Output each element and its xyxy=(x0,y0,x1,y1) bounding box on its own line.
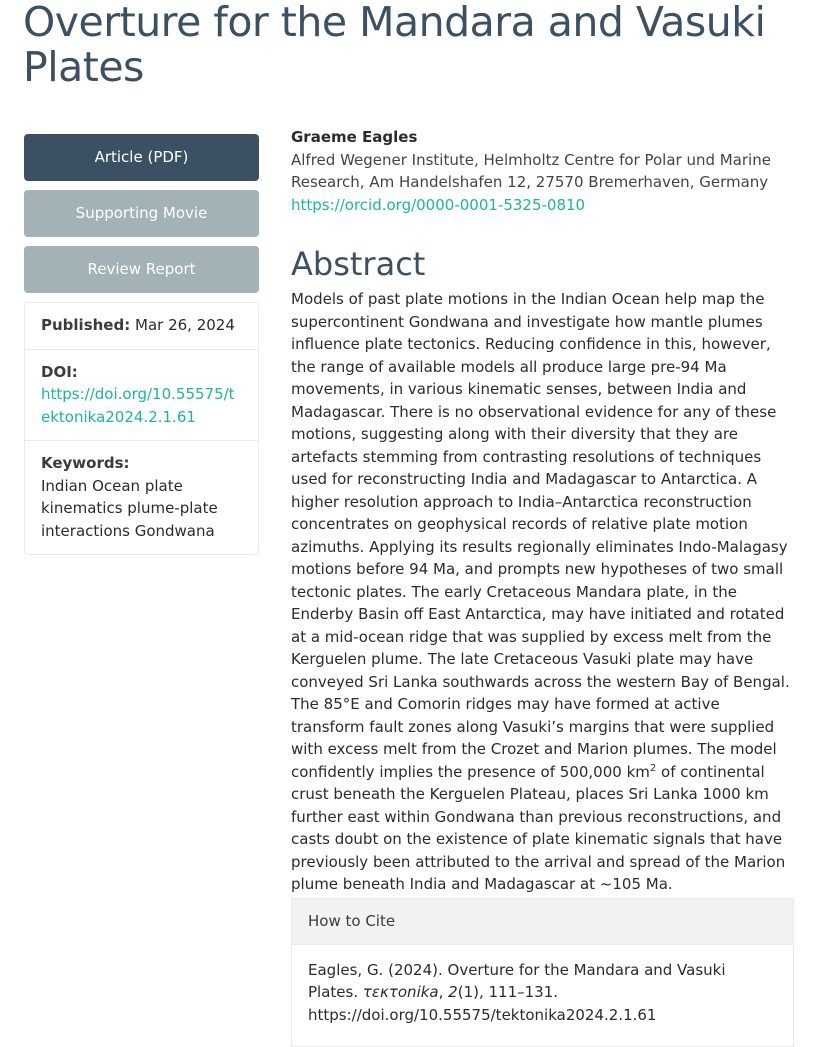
doi-label: DOI: xyxy=(41,361,242,384)
superscript: 2 xyxy=(650,763,656,774)
page-title: Overture for the Mandara and Vasuki Plates xyxy=(23,0,793,90)
citation-comma: , xyxy=(439,983,449,1001)
published-label: Published: xyxy=(41,316,130,334)
sidebar xyxy=(24,134,259,555)
keywords-label: Keywords: xyxy=(41,452,242,475)
abstract-heading: Abstract xyxy=(291,244,794,284)
review-report-button[interactable]: Review Report xyxy=(24,246,259,293)
keywords-list: Indian Ocean plate kinematics plume-plate interactions Gondwana xyxy=(41,475,242,543)
article-pdf-button[interactable]: Article (PDF) xyxy=(24,134,259,181)
main-content xyxy=(291,126,794,1047)
supporting-movie-button[interactable]: Supporting Movie xyxy=(24,190,259,237)
published-section xyxy=(25,303,258,350)
abstract-text-part1: Models of past plate motions in the Indian Ocean help map the supercontinent Gondwana and investigate how mantle plumes influence plate tectonics. Reducing confidence in this, however, the range of available models all produce large pre-94 Ma movements, in various kinematic senses, between India and Madagascar. There is no observational evidence for any of these motions, suggesting along with their diversity that they are artefacts stemming from contrasting resolutions of techniques used for reconstructing India and Madagascar to Antarctica. A higher resolution approach to India–Antarctica reconstruction concentrates on geophysical records of relative plate motion azimuths. Applying its results regionally eliminates Indo-Malagasy motions before 94 Ma, and prompts new hypotheses of two small tectonic plates. The early Cretaceous Mandara plate, in the Enderby Basin off East Antarctica, may have initiated and rotated at a mid-ocean ridge that was supplied by excess melt from the Kerguelen plume. The late Cretaceous Vasuki plate may have conveyed Sri Lanka southwards across the western Bay of Bengal. The 85°E and Comorin ridges may have formed at active transform fault zones along Vasuki’s margins that were supplied with excess melt from the Crozet and Marion plumes. The model confidently implies the presence of 500,000 km xyxy=(291,290,790,781)
author-affiliation: Alfred Wegener Institute, Helmholtz Centre for Polar und Marine Research, Am Handelshafen 12, 27570 Bremerhaven, Germany xyxy=(291,149,794,194)
orcid-link[interactable]: https://orcid.org/0000-0001-5325-0810 xyxy=(291,196,585,214)
abstract-text-part2: of continental crust beneath the Kerguelen Plateau, places Sri Lanka 1000 km further east within Gondwana than previous reconstructions, and casts doubt on the existence of plate kinematic signals that have previously been attributed to the arrival and spread of the Marion plume beneath India and Madagascar at ~105 Ma. xyxy=(291,763,785,894)
citation-doi[interactable]: https://doi.org/10.55575/tektonika2024.2.1.61 xyxy=(308,1006,656,1024)
author-name: Graeme Eagles xyxy=(291,126,794,149)
citation-text xyxy=(292,945,793,1047)
published-date: Mar 26, 2024 xyxy=(135,316,235,334)
keywords-section xyxy=(25,441,258,554)
doi-section xyxy=(25,350,258,442)
doi-link[interactable]: https://doi.org/10.55575/tektonika2024.2.1.61 xyxy=(41,385,235,426)
how-to-cite-box xyxy=(291,898,794,1047)
article-metadata xyxy=(24,302,259,555)
abstract-text xyxy=(291,288,794,896)
citation-issue-pages: (1), 111–131. xyxy=(458,983,558,1001)
citation-volume: 2 xyxy=(448,983,458,1001)
citation-journal: τεκτοnika xyxy=(363,983,439,1001)
how-to-cite-heading: How to Cite xyxy=(292,899,793,945)
citation-authors-title: Eagles, G. (2024). Overture for the Mandara and Vasuki Plates. xyxy=(308,961,726,1002)
